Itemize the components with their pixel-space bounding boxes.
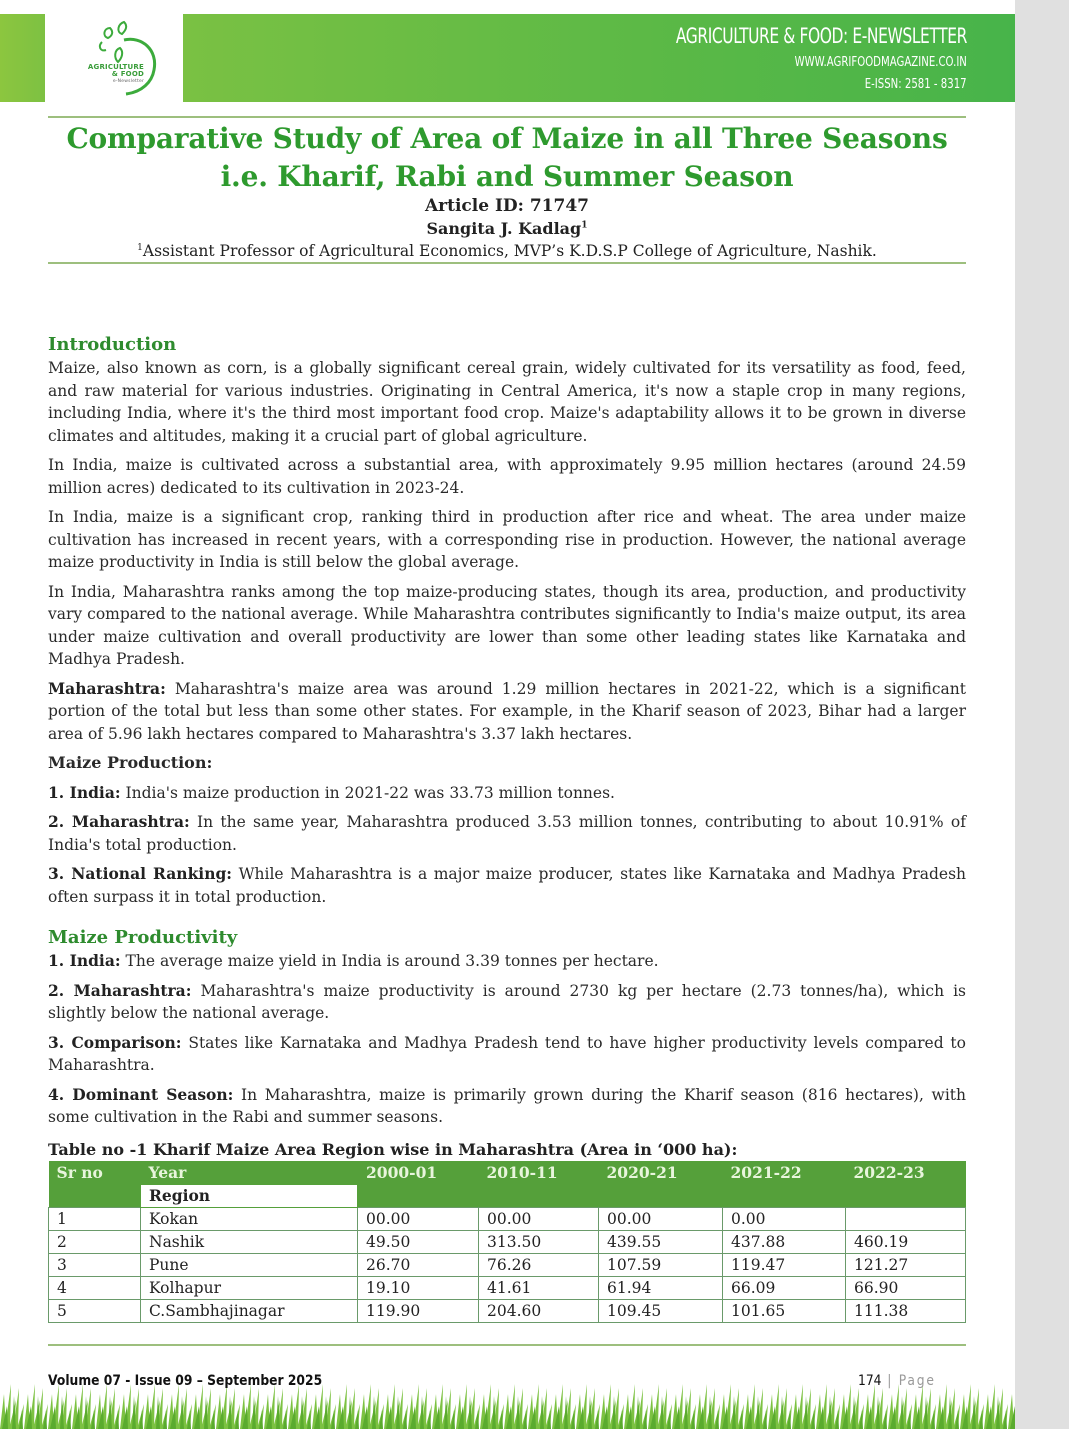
table-row [49,1207,966,1230]
cell-value: 00.00 [358,1207,479,1230]
cell-value: 66.90 [846,1276,966,1299]
affiliation [48,242,966,260]
divider-title-bottom [48,262,966,264]
productivity-item-label: 3. Comparison: [48,1032,182,1052]
article-title-line1: Comparative Study of Area of Maize in all Three Seasons [66,122,948,155]
affiliation-text: Assistant Professor of Agricultural Economics, MVP’s K.D.S.P College of Agriculture, Nashik. [142,242,877,260]
cell-value: 119.47 [723,1253,846,1276]
logo-text [74,64,144,85]
header-sr-no: Sr no [49,1161,141,1184]
cell-value: 19.10 [358,1276,479,1299]
cell-value: 76.26 [479,1253,599,1276]
table-row [49,1253,966,1276]
volume-issue: Volume 07 - Issue 09 – September 2025 [48,1373,323,1389]
cell-sr-no: 4 [49,1276,141,1299]
intro-paragraph: In India, maize is a significant crop, ranking third in production after rice and wheat. The area under maize cultivation has increased in recent years, with a corresponding rise in production. However, the national average maize productivity in India is still below the global average. [48,508,966,571]
publication-title: AGRICULTURE & FOOD: E-NEWSLETTER [675,24,967,48]
production-item [48,811,966,856]
cell-value: 66.09 [723,1276,846,1299]
productivity-item [48,980,966,1025]
production-item-text: While Maharashtra is a major maize producer, states like Karnataka and Madhya Pradesh often surpass it in total production. [48,865,967,906]
cell-value: 109.45 [599,1299,723,1322]
logo-text-line2: & FOOD [111,70,144,78]
production-item [48,782,966,805]
productivity-item-text: States like Karnataka and Madhya Pradesh tend to have higher productivity levels compared to Maharashtra. [48,1033,966,1074]
table-row [49,1276,966,1299]
logo-text-line1: AGRICULTURE [87,63,144,71]
cell-value: 26.70 [358,1253,479,1276]
header-left-green-bar [0,14,45,102]
header-region: Region [141,1184,358,1207]
cell-value: 439.55 [599,1230,723,1253]
cell-sr-no: 2 [49,1230,141,1253]
table-row [49,1230,966,1253]
maharashtra-label: Maharashtra: [48,678,166,698]
productivity-item-text: The average maize yield in India is around 3.39 tonnes per hectare. [120,952,659,970]
viewer-background-strip [1015,0,1069,1429]
cell-value: 41.61 [479,1276,599,1299]
productivity-item-label: 1. India: [48,951,121,970]
cell-sr-no: 1 [49,1207,141,1230]
production-item [48,863,966,908]
header-2000-01: 2000-01 [358,1161,479,1207]
production-item-text: India's maize production in 2021-22 was 33.73 million tonnes. [120,783,615,802]
cell-value: 111.38 [846,1299,966,1322]
table-header-row [49,1161,966,1184]
cell-value [846,1207,966,1230]
divider-footer [48,1344,966,1346]
header-2010-11: 2010-11 [479,1161,599,1207]
productivity-item [48,1084,966,1129]
productivity-item-label: 2. Maharashtra: [48,980,192,1000]
author-name: Sangita J. Kadlag [426,219,582,238]
cell-value: 121.27 [846,1253,966,1276]
maharashtra-text: Maharashtra's maize area was around 1.29 million hectares in 2021-22, which is a significant portion of the total but less than some other states. For example, in the Kharif season of 2023, Bihar had a larger area of 5.96 lakh hectares compared to Maharashtra's 3.37 lakh hectares. [48,679,966,743]
production-heading: Maize Production: [48,753,213,772]
cell-region: C.Sambhajinagar [141,1299,358,1322]
article-id: Article ID: 71747 [424,196,590,216]
intro-paragraph: In India, maize is cultivated across a substantial area, with approximately 9.95 million hectares (around 24.59 million acres) dedicated to its cultivation in 2023-24. [48,456,966,497]
website-link[interactable]: WWW.AGRIFOODMAGAZINE.CO.IN [794,55,967,70]
page-number [858,1373,936,1389]
header-blank [49,1184,141,1207]
cell-value: 107.59 [599,1253,723,1276]
issn: E-ISSN: 2581 - 8317 [865,77,967,92]
cell-value: 00.00 [479,1207,599,1230]
productivity-item-label: 4. Dominant Season: [48,1084,234,1104]
production-item-text: In the same year, Maharashtra produced 3.53 million tonnes, contributing to about 10.91% of India's total production. [48,813,966,854]
divider-top [48,116,966,118]
introduction-heading: Introduction [48,334,177,355]
cell-value: 119.90 [358,1299,479,1322]
cell-value: 204.60 [479,1299,599,1322]
productivity-item [48,1032,966,1077]
production-item-label: 1. India: [48,782,121,802]
logo-subtext: e-Newsletter [112,79,144,84]
cell-value: 437.88 [723,1230,846,1253]
table-caption: Table no -1 Kharif Maize Area Region wise in Maharashtra (Area in ‘000 ha): [48,1140,738,1159]
productivity-heading: Maize Productivity [48,927,238,948]
affiliation-superscript: 1 [137,242,143,253]
maharashtra-paragraph [48,678,966,746]
article-title-line2: i.e. Kharif, Rabi and Summer Season [220,160,794,193]
productivity-item [48,950,966,973]
cell-value: 00.00 [599,1207,723,1230]
cell-region: Kokan [141,1207,358,1230]
intro-paragraph: In India, Maharashtra ranks among the top maize-producing states, though its area, production, and productivity vary compared to the national average. While Maharashtra contributes significantly to India's maize output, its area under maize cultivation and overall productivity are lower than some other leading states like Karnataka and Madhya Pradesh. [48,582,966,668]
intro-paragraph: Maize, also known as corn, is a globally significant cereal grain, widely cultivated for its versatility as food, feed, and raw material for various industries. Originating in Central America, it's now a staple crop in many regions, including India, where it's the third most important food crop. Maize's adaptability allows it to be grown in diverse climates and altitudes, making it a crucial part of global agriculture. [48,359,966,445]
page-label: Page [898,1373,936,1389]
production-item-label: 3. National Ranking: [48,864,233,883]
article-body [48,333,966,1136]
production-item-label: 2. Maharashtra: [48,812,190,831]
kharif-area-table [48,1161,966,1323]
cell-value: 49.50 [358,1230,479,1253]
page-separator: | [881,1373,899,1389]
article-title [48,120,966,196]
cell-value: 101.65 [723,1299,846,1322]
productivity-item-text: Maharashtra's maize productivity is around 2730 kg per hectare (2.73 tonnes/ha), which is slightly below the national average. [48,981,966,1022]
header-2021-22: 2021-22 [723,1161,846,1207]
cell-region: Nashik [141,1230,358,1253]
cell-region: Pune [141,1253,358,1276]
author-superscript: 1 [581,220,588,231]
cell-value: 313.50 [479,1230,599,1253]
flower-logo-icon [62,14,172,100]
cell-sr-no: 3 [49,1253,141,1276]
logo [62,14,172,100]
header-2020-21: 2020-21 [599,1161,723,1207]
header-2022-23: 2022-23 [846,1161,966,1207]
productivity-item-text: In Maharashtra, maize is primarily grown during the Kharif season (816 hectares), with some cultivation in the Rabi and summer seasons. [48,1085,966,1126]
cell-value: 460.19 [846,1230,966,1253]
cell-sr-no: 5 [49,1299,141,1322]
page-number-value: 174 [858,1373,882,1389]
table-row [49,1299,966,1322]
header-banner [183,14,1015,102]
cell-region: Kolhapur [141,1276,358,1299]
cell-value: 61.94 [599,1276,723,1299]
cell-value: 0.00 [723,1207,846,1230]
author [48,219,966,238]
header-year: Year [141,1161,358,1184]
